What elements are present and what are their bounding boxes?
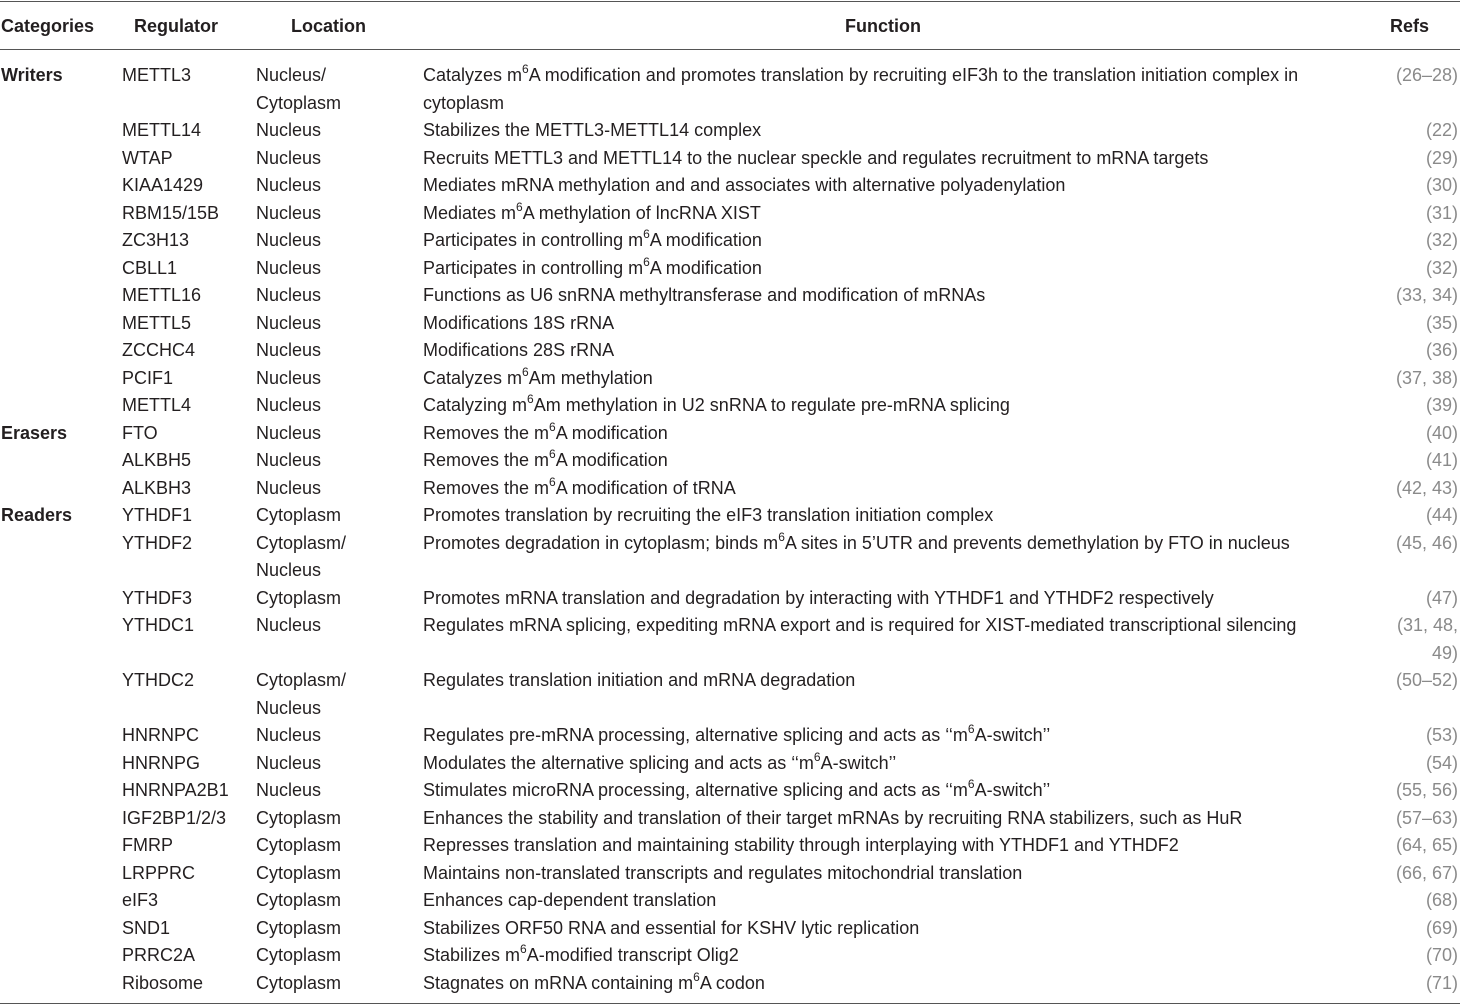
function-cell: Maintains non-translated transcripts and regulates mitochondrial translation — [423, 862, 1023, 883]
refs-cell: (66, 67) — [1395, 862, 1458, 883]
refs-cell: (64, 65) — [1395, 835, 1458, 855]
table-header-rule — [0, 49, 1460, 50]
refs-cell: (30) — [1425, 175, 1458, 195]
regulator-cell: IGF2BP1/2/3 — [122, 807, 227, 828]
refs-cell: (45, 46) — [1395, 532, 1458, 553]
refs-cell: (40) — [1425, 422, 1458, 443]
refs-cell: (42, 43) — [1395, 477, 1458, 498]
refs-cell: (22) — [1425, 120, 1458, 140]
refs-cell: (44) — [1425, 505, 1458, 525]
refs-cell: (57–63) — [1395, 807, 1458, 828]
table-row — [0, 447, 1460, 475]
location-cell: Nucleus — [256, 285, 322, 305]
function-cell: Promotes mRNA translation and degradation by interacting with YTHDF1 and YTHDF2 respectively — [423, 587, 1214, 608]
location-cell: Nucleus — [256, 422, 322, 443]
category-cell: Writers — [1, 65, 63, 85]
location-cell: Cytoplasm/ Nucleus — [256, 670, 347, 718]
function-cell: Mediates mRNA methylation and and associates with alternative polyadenylation — [423, 175, 1066, 195]
function-cell: Stagnates on mRNA containing $m^6A$ codon — [423, 969, 765, 993]
table-row — [0, 117, 1460, 145]
table-row — [0, 722, 1460, 750]
function-cell: Modifications 28S rRNA — [423, 340, 615, 360]
location-cell: Cytoplasm — [256, 862, 342, 883]
regulator-cell: YTHDF3 — [122, 587, 193, 608]
regulator-cell: METTL4 — [122, 395, 192, 415]
location-cell: Nucleus — [256, 312, 322, 333]
regulator-cell: SND1 — [122, 917, 171, 938]
refs-cell: (47) — [1425, 587, 1458, 608]
function-cell: Catalyzes $m^6Am$ methylation — [423, 364, 653, 388]
table-row — [0, 750, 1460, 778]
regulator-cell: CBLL1 — [122, 257, 178, 278]
function-cell: Recruits METTL3 and METTL14 to the nuclear speckle and regulates recruitment to mRNA targets — [423, 147, 1209, 168]
function-cell: Removes the $m^6A$ modification — [423, 419, 668, 443]
function-cell: Modifications 18S rRNA — [423, 312, 615, 333]
function-cell: Regulates translation initiation and mRNA degradation — [423, 670, 856, 690]
function-cell: Represses translation and maintaining stability through interplaying with YTHDF1 and YTHDF2 — [423, 835, 1179, 855]
function-cell: Stabilizes the METTL3-METTL14 complex — [423, 120, 762, 140]
regulator-cell: YTHDC2 — [122, 670, 195, 690]
regulator-cell: FMRP — [122, 835, 173, 855]
location-cell: Cytoplasm — [256, 835, 342, 855]
location-cell: Nucleus — [256, 367, 322, 388]
location-cell: Cytoplasm — [256, 807, 342, 828]
regulator-cell: KIAA1429 — [122, 175, 204, 195]
table-row — [0, 970, 1460, 998]
header-function: Function — [845, 16, 921, 36]
location-cell: Cytoplasm — [256, 505, 342, 525]
location-cell: Cytoplasm — [256, 945, 342, 965]
header-location: Location — [291, 16, 366, 36]
table-row — [0, 227, 1460, 255]
regulator-cell: FTO — [122, 422, 158, 443]
refs-cell: (53) — [1425, 725, 1458, 745]
table-row — [0, 585, 1460, 613]
table-row — [0, 612, 1460, 667]
location-cell: Nucleus — [256, 395, 322, 415]
function-cell: Enhances the stability and translation of their target mRNAs by recruiting RNA stabilizers, such as HuR — [423, 807, 1243, 828]
refs-cell: (50–52) — [1395, 670, 1458, 690]
function-cell: Modulates the alternative splicing and acts as ‘‘$m^6A$-switch’’ — [423, 749, 897, 773]
table-row — [0, 832, 1460, 860]
header-refs: Refs — [1390, 16, 1430, 36]
function-cell: Promotes degradation in cytoplasm; binds $m^6A$ sites in 5’UTR and prevents demethylation by FTO in nucleus — [423, 529, 1290, 553]
function-cell: Removes the $m^6A$ modification — [423, 447, 668, 470]
regulator-cell: Ribosome — [122, 972, 204, 993]
regulator-cell: YTHDF1 — [122, 505, 193, 525]
regulator-cell: ZC3H13 — [122, 230, 190, 250]
location-cell: Nucleus — [256, 147, 322, 168]
location-cell: Cytoplasm/ Nucleus — [256, 532, 347, 580]
refs-cell: (35) — [1425, 312, 1458, 333]
refs-cell: (26–28) — [1395, 65, 1458, 85]
function-cell: Stimulates microRNA processing, alternative splicing and acts as ‘‘$m^6A$-switch’’ — [423, 777, 1051, 800]
refs-cell: (32) — [1425, 230, 1458, 250]
regulator-cell: YTHDC1 — [122, 615, 195, 635]
refs-cell: (31) — [1425, 202, 1458, 223]
table-row — [0, 255, 1460, 283]
regulator-cell: ALKBH3 — [122, 477, 192, 498]
table-body — [0, 62, 1460, 997]
regulator-cell: YTHDF2 — [122, 532, 193, 553]
header-categories: Categories — [1, 16, 95, 36]
location-cell: Nucleus — [256, 120, 322, 140]
table-row — [0, 667, 1460, 722]
table-row — [0, 172, 1460, 200]
table-row — [0, 310, 1460, 338]
function-cell: Catalyzing $m^6Am$ methylation in U2 snRNA to regulate pre-mRNA splicing — [423, 392, 1010, 415]
regulator-cell: WTAP — [122, 147, 173, 168]
table-row — [0, 860, 1460, 888]
regulator-cell: HNRNPA2B1 — [122, 780, 229, 800]
location-cell: Nucleus/ Cytoplasm — [256, 65, 342, 113]
refs-cell: (36) — [1425, 340, 1458, 360]
location-cell: Nucleus — [256, 175, 322, 195]
location-cell: Cytoplasm — [256, 917, 342, 938]
table-row — [0, 392, 1460, 420]
regulator-cell: ZCCHC4 — [122, 340, 196, 360]
category-cell: Readers — [1, 505, 73, 525]
refs-cell: (70) — [1425, 945, 1458, 965]
function-cell: Participates in controlling $m^6A$ modification — [423, 227, 762, 250]
function-cell: Regulates pre-mRNA processing, alternative splicing and acts as ‘‘$m^6A$-switch’’ — [423, 722, 1051, 745]
refs-cell: (37, 38) — [1395, 367, 1458, 388]
regulator-cell: HNRNPG — [122, 752, 201, 773]
table-row — [0, 530, 1460, 585]
regulator-cell: RBM15/15B — [122, 202, 220, 223]
location-cell: Nucleus — [256, 202, 322, 223]
location-cell: Nucleus — [256, 230, 322, 250]
table-row — [0, 805, 1460, 833]
location-cell: Nucleus — [256, 615, 322, 635]
table-bottom-rule — [0, 1003, 1460, 1004]
table-row — [0, 337, 1460, 365]
function-cell: Participates in controlling $m^6A$ modification — [423, 254, 762, 278]
category-cell: Erasers — [1, 422, 68, 443]
location-cell: Nucleus — [256, 752, 322, 773]
location-cell: Nucleus — [256, 450, 322, 470]
function-cell: Enhances cap-dependent translation — [423, 890, 717, 910]
refs-cell: (29) — [1425, 147, 1458, 168]
location-cell: Nucleus — [256, 257, 322, 278]
regulator-cell: METTL5 — [122, 312, 192, 333]
table-row — [0, 887, 1460, 915]
regulator-cell: LRPPRC — [122, 862, 196, 883]
location-cell: Nucleus — [256, 340, 322, 360]
table-row — [0, 915, 1460, 943]
header-regulator: Regulator — [134, 16, 219, 36]
table-row — [0, 62, 1460, 117]
regulator-cell: HNRNPC — [122, 725, 200, 745]
refs-cell: (55, 56) — [1395, 780, 1458, 800]
function-cell: Stabilizes ORF50 RNA and essential for KSHV lytic replication — [423, 917, 920, 938]
refs-cell: (54) — [1425, 752, 1458, 773]
function-cell: Catalyzes $m^6A$ modification and promotes translation by recruiting eIF3h to the translation initiation complex in cytoplasm — [423, 62, 1299, 113]
regulator-cell: METTL3 — [122, 65, 192, 85]
location-cell: Cytoplasm — [256, 587, 342, 608]
function-cell: Promotes translation by recruiting the eIF3 translation initiation complex — [423, 505, 994, 525]
table-row — [0, 365, 1460, 393]
location-cell: Nucleus — [256, 725, 322, 745]
table-top-rule — [0, 1, 1460, 2]
table-row — [0, 200, 1460, 228]
location-cell: Cytoplasm — [256, 890, 342, 910]
function-cell: Stabilizes $m^6A$-modified transcript Olig2 — [423, 942, 739, 965]
table-row — [0, 282, 1460, 310]
regulator-cell: METTL14 — [122, 120, 202, 140]
refs-cell: (31, 48, 49) — [1396, 615, 1458, 663]
regulator-cell: METTL16 — [122, 285, 202, 305]
table-row — [0, 502, 1460, 530]
refs-cell: (41) — [1425, 450, 1458, 470]
function-cell: Functions as U6 snRNA methyltransferase and modification of mRNAs — [423, 285, 986, 305]
regulator-cell: eIF3 — [122, 890, 159, 910]
refs-cell: (32) — [1425, 257, 1458, 278]
regulator-cell: ALKBH5 — [122, 450, 192, 470]
table-row — [0, 777, 1460, 805]
refs-cell: (69) — [1425, 917, 1458, 938]
table-row — [0, 145, 1460, 173]
location-cell: Nucleus — [256, 477, 322, 498]
table-row — [0, 420, 1460, 448]
refs-cell: (33, 34) — [1395, 285, 1458, 305]
refs-cell: (68) — [1425, 890, 1458, 910]
table-row — [0, 942, 1460, 970]
refs-cell: (71) — [1425, 972, 1458, 993]
function-cell: Regulates mRNA splicing, expediting mRNA export and is required for XIST-mediated transcriptional silencing — [423, 615, 1297, 635]
regulator-cell: PCIF1 — [122, 367, 174, 388]
location-cell: Cytoplasm — [256, 972, 342, 993]
function-cell: Removes the $m^6A$ modification of tRNA — [423, 474, 736, 498]
table-row — [0, 475, 1460, 503]
refs-cell: (39) — [1425, 395, 1458, 415]
location-cell: Nucleus — [256, 780, 322, 800]
regulator-cell: PRRC2A — [122, 945, 196, 965]
function-cell: Mediates $m^6A$ methylation of lncRNA XIST — [423, 199, 761, 223]
